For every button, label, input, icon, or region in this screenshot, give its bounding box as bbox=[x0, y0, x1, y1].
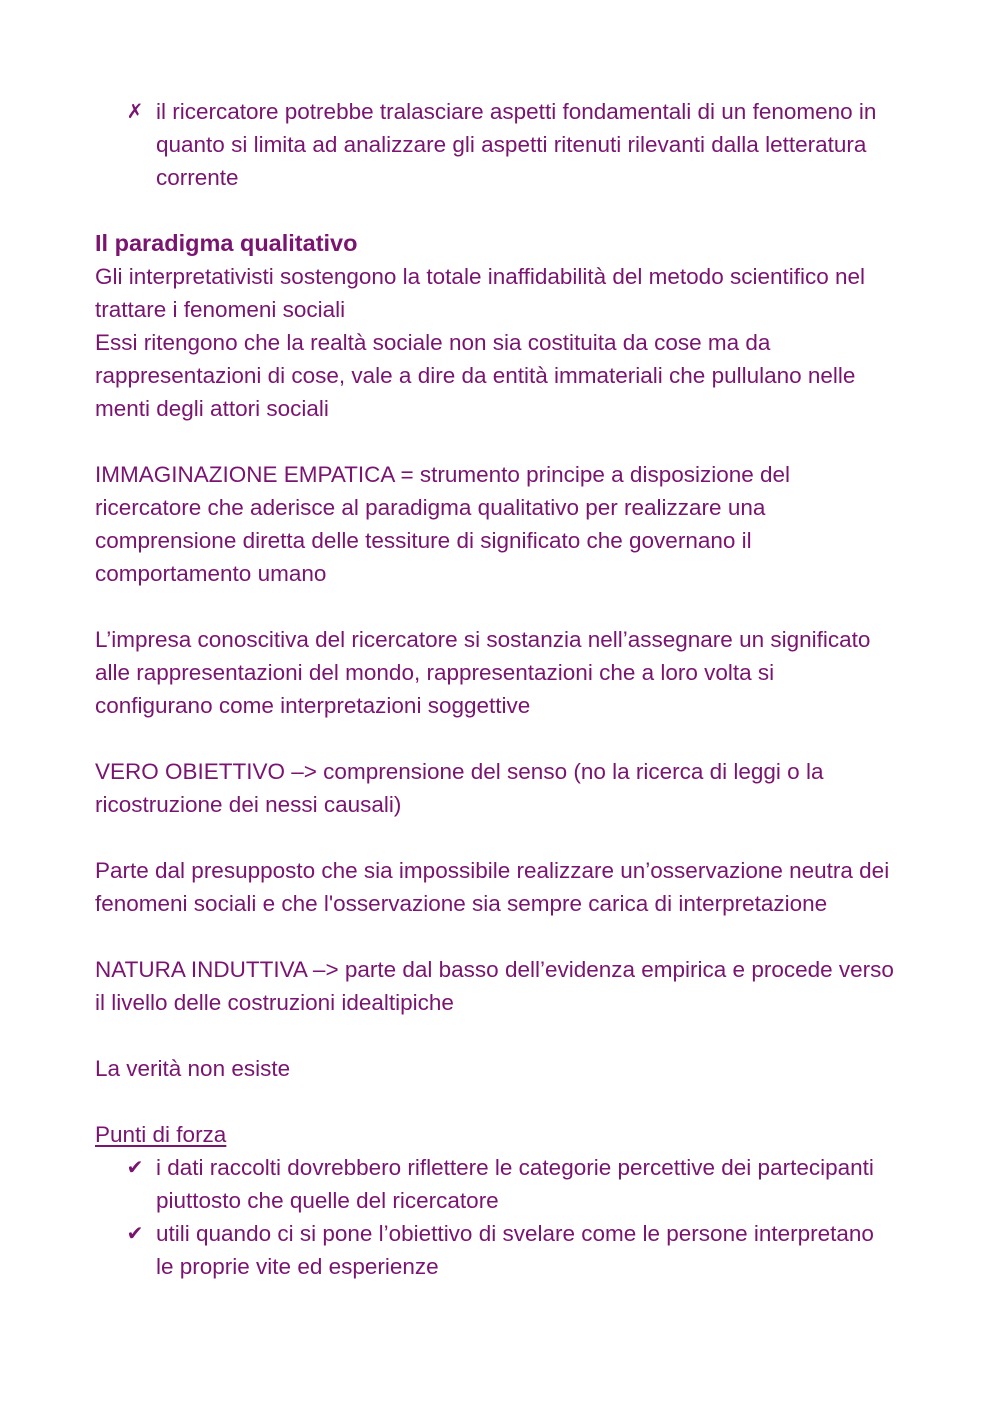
spacer bbox=[95, 590, 895, 623]
drawbacks-list bbox=[95, 95, 895, 194]
strength-item bbox=[95, 1217, 895, 1283]
cross-mark-icon: ✗ bbox=[126, 99, 144, 123]
spacer bbox=[95, 821, 895, 854]
intro-line: Essi ritengono che la realtà sociale non sia costituita da cose ma da rappresentazioni di cose, vale a dire da entità immateriali che pullulano nelle menti degli attori sociali bbox=[95, 330, 856, 421]
spacer bbox=[95, 722, 895, 755]
spacer bbox=[95, 920, 895, 953]
cognitive-enterprise-paragraph: L’impresa conoscitiva del ricercatore si sostanzia nell’assegnare un significato alle rappresentazioni del mondo, rappresentazioni che a loro volta si configurano come interpretazioni soggettive bbox=[95, 627, 871, 718]
intro-line: Gli interpretativisti sostengono la totale inaffidabilità del metodo scientifico nel trattare i fenomeni sociali bbox=[95, 264, 866, 322]
strengths-list bbox=[95, 1151, 895, 1283]
drawback-item bbox=[95, 95, 895, 194]
strength-item bbox=[95, 1151, 895, 1217]
spacer bbox=[95, 1085, 895, 1118]
drawback-text: il ricercatore potrebbe tralasciare aspetti fondamentali di un fenomeno in quanto si limita ad analizzare gli aspetti ritenuti rilevanti dalla letteratura corrente bbox=[156, 99, 877, 190]
section-title: Il paradigma qualitativo bbox=[95, 230, 358, 256]
spacer bbox=[95, 425, 895, 458]
check-mark-icon: ✔ bbox=[126, 1221, 144, 1245]
empathic-imagination-paragraph: IMMAGINAZIONE EMPATICA = strumento principe a disposizione del ricercatore che aderisce al paradigma qualitativo per realizzare una comprensione diretta delle tessiture di significato che governano il comportamento umano bbox=[95, 462, 791, 586]
check-mark-icon: ✔ bbox=[126, 1155, 144, 1179]
inductive-nature-paragraph: NATURA INDUTTIVA –> parte dal basso dell’evidenza empirica e procede verso il livello delle costruzioni idealtipiche bbox=[95, 957, 894, 1015]
observation-paragraph: Parte dal presupposto che sia impossibile realizzare un’osservazione neutra dei fenomeni sociali e che l'osservazione sia sempre carica di interpretazione bbox=[95, 858, 890, 916]
truth-paragraph: La verità non esiste bbox=[95, 1056, 291, 1081]
strength-text: i dati raccolti dovrebbero riflettere le categorie percettive dei partecipanti piuttosto che quelle del ricercatore bbox=[156, 1155, 874, 1213]
spacer bbox=[95, 1019, 895, 1052]
true-objective-paragraph: VERO OBIETTIVO –> comprensione del senso (no la ricerca di leggi o la ricostruzione dei nessi causali) bbox=[95, 759, 824, 817]
strengths-title: Punti di forza bbox=[95, 1122, 227, 1147]
document-content bbox=[95, 95, 895, 1283]
strength-text: utili quando ci si pone l’obiettivo di svelare come le persone interpretano le proprie vite ed esperienze bbox=[156, 1221, 874, 1279]
